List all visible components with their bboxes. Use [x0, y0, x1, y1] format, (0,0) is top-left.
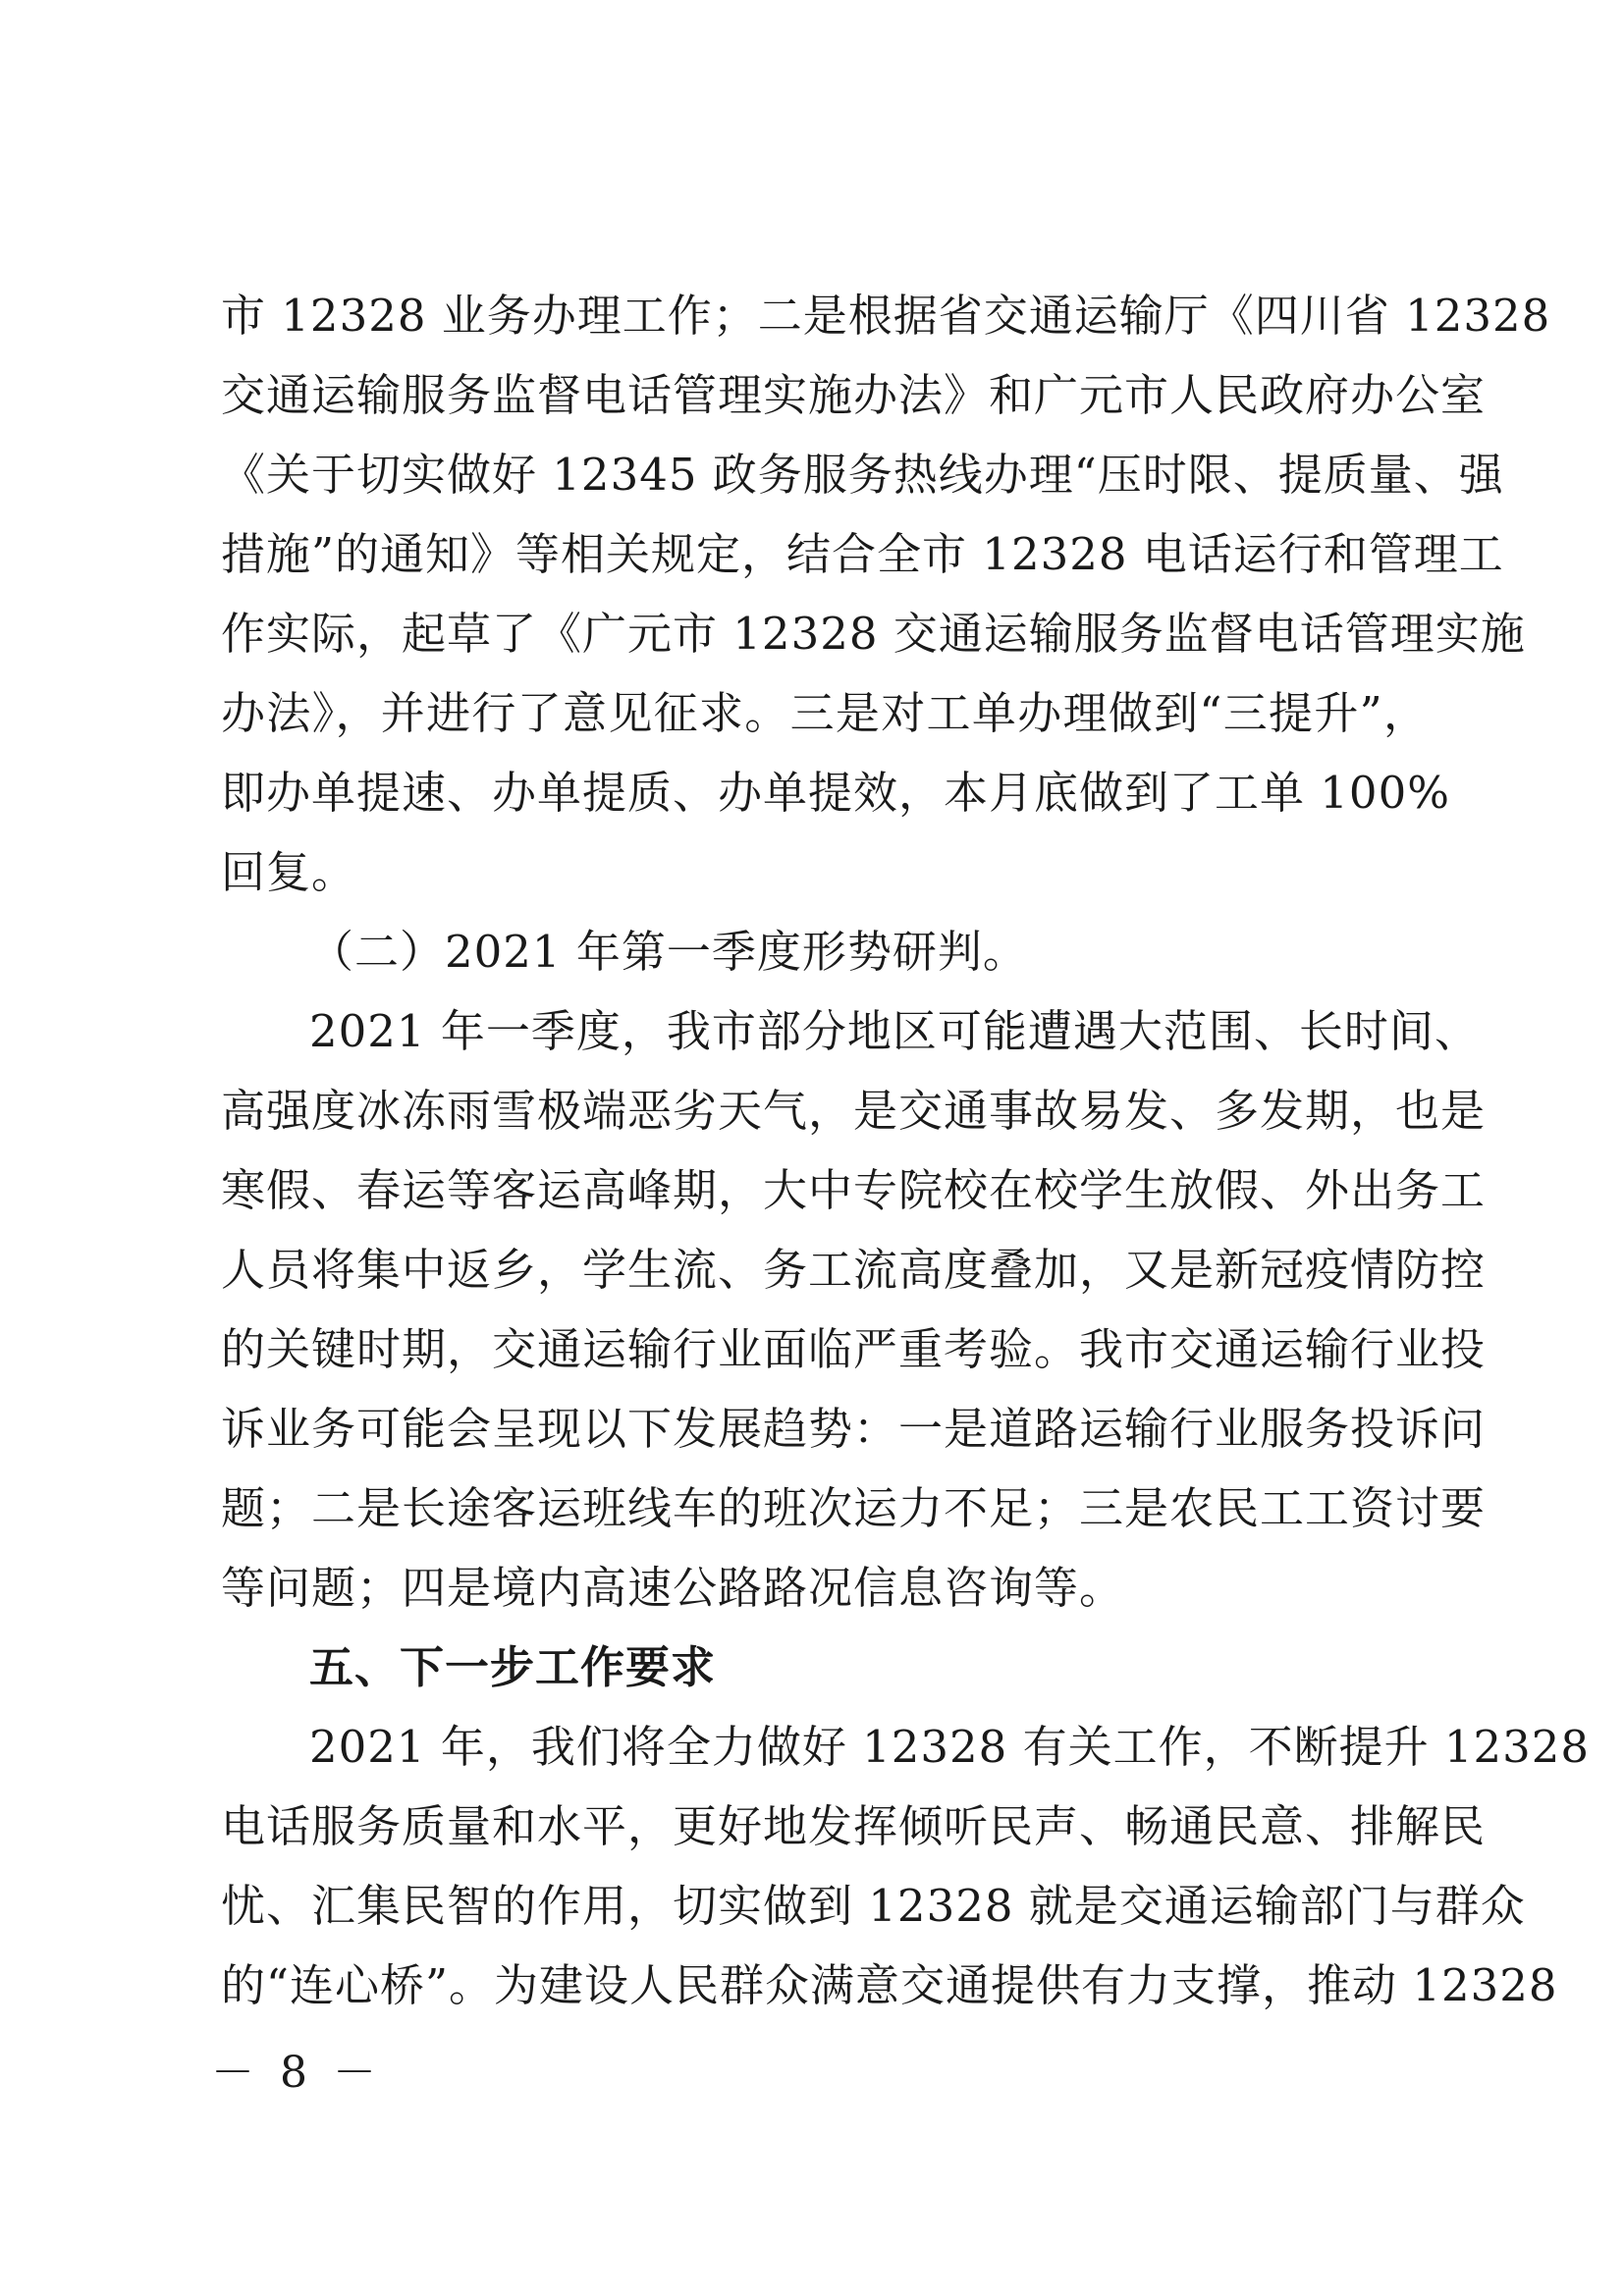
text-line-15: 诉业务可能会呈现以下发展趋势：一是道路运输行业服务投诉问 — [221, 1403, 1487, 1455]
text-line-16: 题；二是长途客运班线车的班次运力不足；三是农民工工资讨要 — [221, 1482, 1487, 1534]
text-line-12: 寒假、春运等客运高峰期，大中专院校在校学生放假、外出务工 — [221, 1164, 1487, 1216]
text-line-21: 忧、汇集民智的作用，切实做到 12328 就是交通运输部门与群众 — [221, 1880, 1526, 1932]
text-line-11: 高强度冰冻雨雪极端恶劣天气，是交通事故易发、多发期，也是 — [221, 1085, 1487, 1137]
text-line-5: 作实际，起草了《广元市 12328 交通运输服务监督电话管理实施 — [221, 608, 1526, 660]
text-line-1: 市 12328 业务办理工作；二是根据省交通运输厅《四川省 12328 — [221, 290, 1551, 342]
text-line-13: 人员将集中返乡，学生流、务工流高度叠加，又是新冠疫情防控 — [221, 1244, 1487, 1296]
text-line-10: 2021 年一季度，我市部分地区可能遭遇大范围、长时间、 — [309, 1005, 1480, 1057]
text-line-7: 即办单提速、办单提质、办单提效，本月底做到了工单 100% — [221, 767, 1450, 819]
text-line-20: 电话服务质量和水平，更好地发挥倾听民声、畅通民意、排解民 — [221, 1800, 1487, 1852]
text-line-4: 措施”的通知》等相关规定，结合全市 12328 电话运行和管理工 — [221, 528, 1504, 580]
text-line-2: 交通运输服务监督电话管理实施办法》和广元市人民政府办公室 — [221, 369, 1487, 421]
section-heading: 五、下一步工作要求 — [309, 1641, 717, 1693]
text-line-19: 2021 年，我们将全力做好 12328 有关工作，不断提升 12328 — [309, 1721, 1591, 1773]
text-line-3: 《关于切实做好 12345 政务服务热线办理“压时限、提质量、强 — [221, 449, 1504, 501]
page-number: － 8 － — [211, 2048, 382, 2098]
text-line-17: 等问题；四是境内高速公路路况信息咨询等。 — [221, 1562, 1125, 1614]
text-line-22: 的“连心桥”。为建设人民群众满意交通提供有力支撑，推动 12328 — [221, 1959, 1558, 2011]
text-line-6: 办法》，并进行了意见征求。三是对工单办理做到“三提升”， — [221, 687, 1429, 739]
section-subheading: （二）2021 年第一季度形势研判。 — [309, 926, 1028, 978]
text-line-8: 回复。 — [221, 846, 357, 898]
text-line-14: 的关键时期，交通运输行业面临严重考验。我市交通运输行业投 — [221, 1323, 1487, 1375]
